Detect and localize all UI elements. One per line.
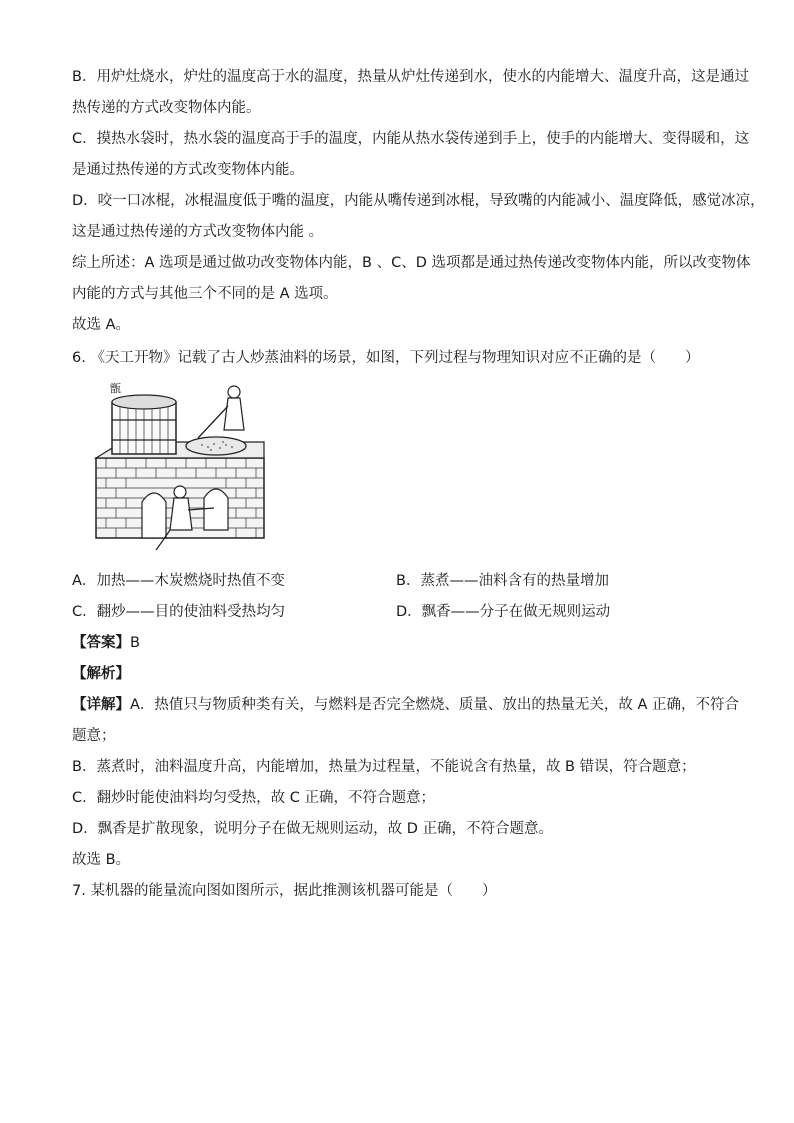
seated-worker-body: [170, 498, 192, 530]
fire-opening-left: [142, 493, 166, 538]
detail-a-line-1: [72, 690, 740, 721]
option-b[interactable]: B．蒸煮——油料含有的热量增加: [396, 573, 609, 589]
detail-c-line: C．翻炒时能使油料均匀受热，故 C 正确，不符合题意；: [72, 790, 435, 806]
answer-value: B: [130, 635, 140, 651]
detail-b-line: B．蒸煮时，油料温度升高，内能增加，热量为过程量，不能说含有热量，故 B 错误，符合题意；: [72, 759, 696, 775]
explanation-d-line-1: D．咬一口冰棍，冰棍温度低于嘴的温度，内能从嘴传递到冰棍，导致嘴的内能减小、温度降低，感觉冰凉，: [72, 193, 765, 209]
options-row-2: [72, 597, 724, 628]
seated-worker-head: [174, 486, 186, 498]
explanation-d-line-2: 这是通过热传递的方式改变物体内能 。: [72, 224, 324, 240]
tiangong-kaiwu-illustration: [92, 380, 272, 560]
detail-a-line-2: 题意；: [72, 728, 116, 744]
stirring-paddle: [198, 406, 228, 438]
question-6-choice: 故选 B。: [72, 852, 131, 868]
question-6-title: 6. 《天工开物》记载了古人炒蒸油料的场景，如图，下列过程与物理知识对应不正确的是（ ）: [72, 350, 700, 366]
explanation-b-line-1: B．用炉灶烧水，炉灶的温度高于水的温度，热量从炉灶传递到水，使水的内能增大、温度升高，这是通过: [72, 69, 749, 85]
detail-d-line: D．飘香是扩散现象，说明分子在做无规则运动，故 D 正确，不符合题意。: [72, 821, 554, 837]
worker-body: [224, 398, 244, 430]
detail-a-text: A．热值只与物质种类有关，与燃料是否完全燃烧、质量、放出的热量无关，故 A 正确，不符合: [130, 697, 740, 713]
explanation-c-line-1: C．摸热水袋时，热水袋的温度高于手的温度，内能从热水袋传递到手上，使手的内能增大、变得暖和，这: [72, 131, 750, 147]
analysis-line: [72, 659, 724, 690]
answer-label: 【答案】: [72, 635, 130, 651]
document-page: [72, 62, 765, 907]
summary-line-1: 综上所述：A 选项是通过做功改变物体内能，B 、C、D 选项都是通过热传递改变物体内能，所以改变物体: [72, 255, 751, 271]
previous-choice: 故选 A。: [72, 317, 131, 333]
steamer-top: [112, 395, 176, 409]
explanation-c-line-2: 是通过热传递的方式改变物体内能。: [72, 162, 304, 178]
question-7-title: 7. 某机器的能量流向图如图所示，据此推测该机器可能是（ ）: [72, 883, 497, 899]
summary-line-2: 内能的方式与其他三个不同的是 A 选项。: [72, 286, 338, 302]
detail-label: 【详解】: [72, 697, 130, 713]
analysis-label: 【解析】: [72, 666, 130, 682]
option-c[interactable]: C．翻炒——目的使油料受热均匀: [72, 604, 286, 620]
figure-label: 甑: [110, 382, 121, 395]
explanation-b-line-2: 热传递的方式改变物体内能。: [72, 100, 261, 116]
option-d[interactable]: D．飘香——分子在做无规则运动: [396, 604, 611, 620]
stove-steaming-illustration: [92, 380, 272, 560]
fire-opening-right: [204, 489, 228, 530]
frying-pan: [186, 437, 246, 455]
worker-head: [228, 386, 240, 398]
option-a[interactable]: A．加热——木炭燃烧时热值不变: [72, 573, 285, 589]
answer-line: [72, 628, 724, 659]
options-row-1: [72, 566, 724, 597]
